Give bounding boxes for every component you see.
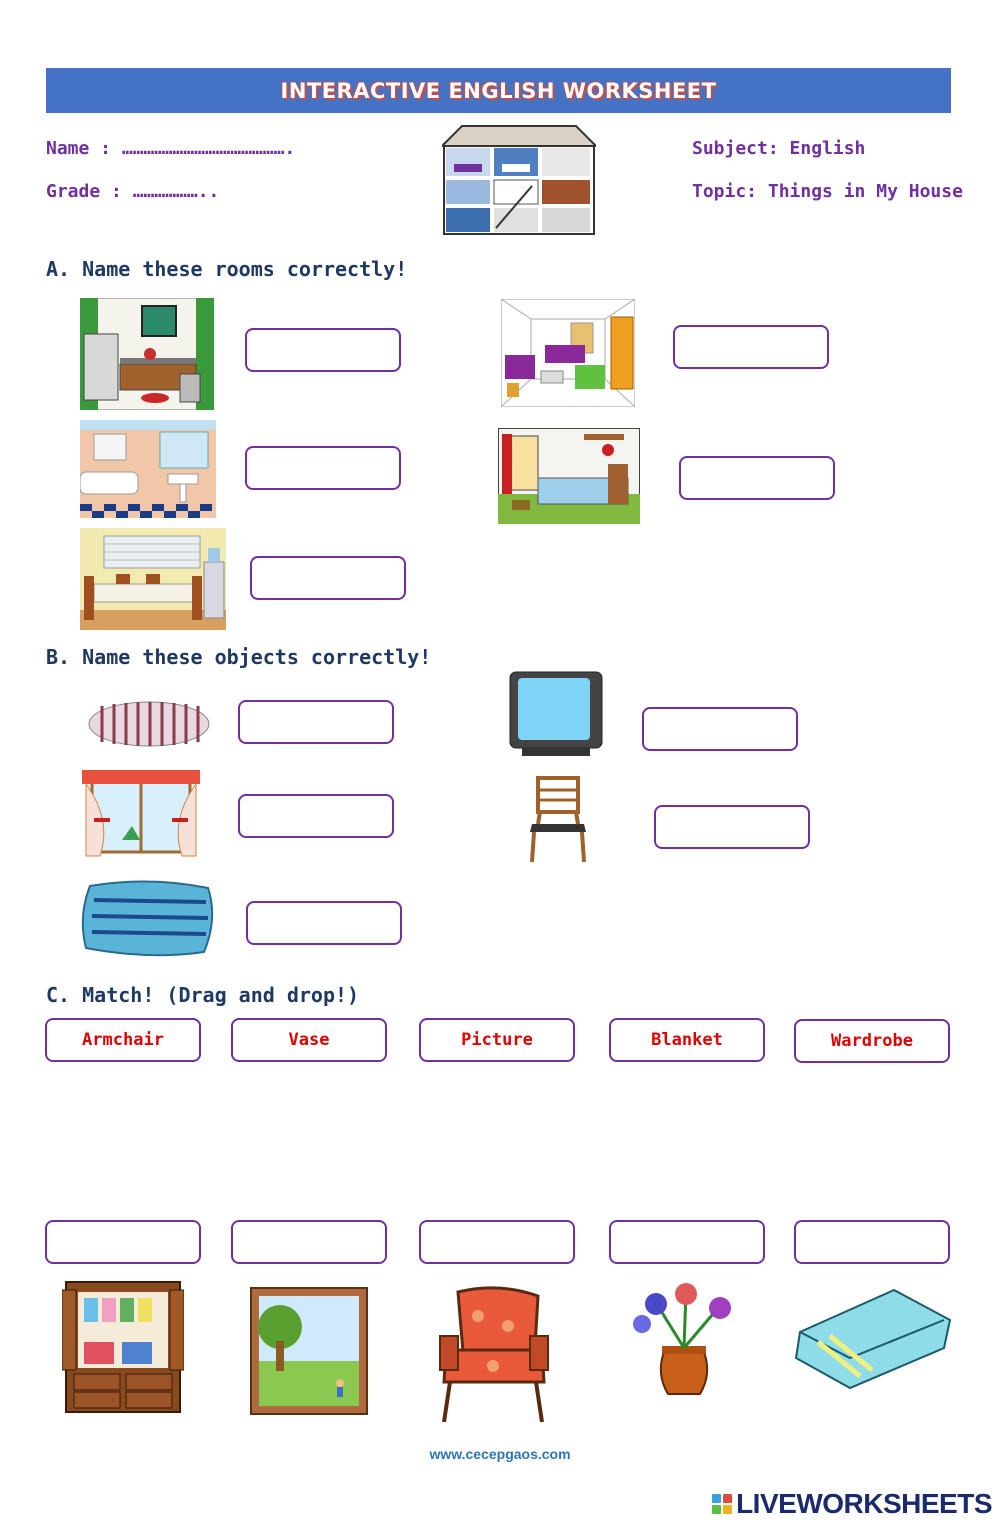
answer-box-living-room[interactable] [673,325,829,369]
drop-box-1[interactable] [45,1220,201,1264]
answer-box-bathroom[interactable] [245,446,401,490]
drag-word-vase[interactable]: Vase [231,1018,387,1062]
footer-website-link[interactable]: www.cecepgaos.com [429,1446,571,1462]
house-illustration [442,124,596,236]
section-a-title: A. Name these rooms correctly! [46,257,408,281]
drop-box-5[interactable] [794,1220,950,1264]
answer-box-curtain[interactable] [238,794,394,838]
pillow-picture [80,876,218,960]
answer-box-pillow[interactable] [246,901,402,945]
section-b-title: B. Name these objects correctly! [46,645,432,669]
blanket-picture [794,1284,954,1394]
name-field-label: Name : ………………………………………. [46,138,296,159]
answer-box-bedroom[interactable] [679,456,835,500]
dining-room-picture [80,528,226,630]
bathroom-picture [80,420,216,518]
chair-picture [528,776,588,864]
wardrobe-picture [62,1280,184,1414]
section-c-title: C. Match! (Drag and drop!) [46,983,360,1007]
armchair-picture [438,1286,550,1424]
answer-box-television[interactable] [642,707,798,751]
drop-box-3[interactable] [419,1220,575,1264]
worksheet-title: INTERACTIVE ENGLISH WORKSHEET [280,78,717,103]
liveworksheets-logo-icon [712,1494,732,1514]
answer-box-chair[interactable] [654,805,810,849]
curtain-window-picture [82,770,200,858]
drag-word-picture[interactable]: Picture [419,1018,575,1062]
answer-box-bolster[interactable] [238,700,394,744]
drag-word-armchair[interactable]: Armchair [45,1018,201,1062]
liveworksheets-brand-text: LIVEWORKSHEETS [736,1488,992,1519]
bedroom-picture [498,428,640,524]
bolster-pillow-picture [82,694,216,752]
framed-picture-picture [250,1287,368,1415]
drop-box-2[interactable] [231,1220,387,1264]
worksheet-title-banner [46,68,951,113]
television-picture [508,670,604,760]
kitchen-picture [80,298,214,410]
drag-word-wardrobe[interactable]: Wardrobe [794,1019,950,1063]
liveworksheets-logo [712,1488,992,1520]
drop-box-4[interactable] [609,1220,765,1264]
subject-label: Subject: English [692,138,866,159]
vase-picture [628,1282,740,1396]
topic-label: Topic: Things in My House [692,181,963,202]
grade-field-label: Grade : ……………….. [46,181,220,202]
drag-word-blanket[interactable]: Blanket [609,1018,765,1062]
answer-box-kitchen[interactable] [245,328,401,372]
answer-box-dining-room[interactable] [250,556,406,600]
living-room-picture [501,299,635,407]
